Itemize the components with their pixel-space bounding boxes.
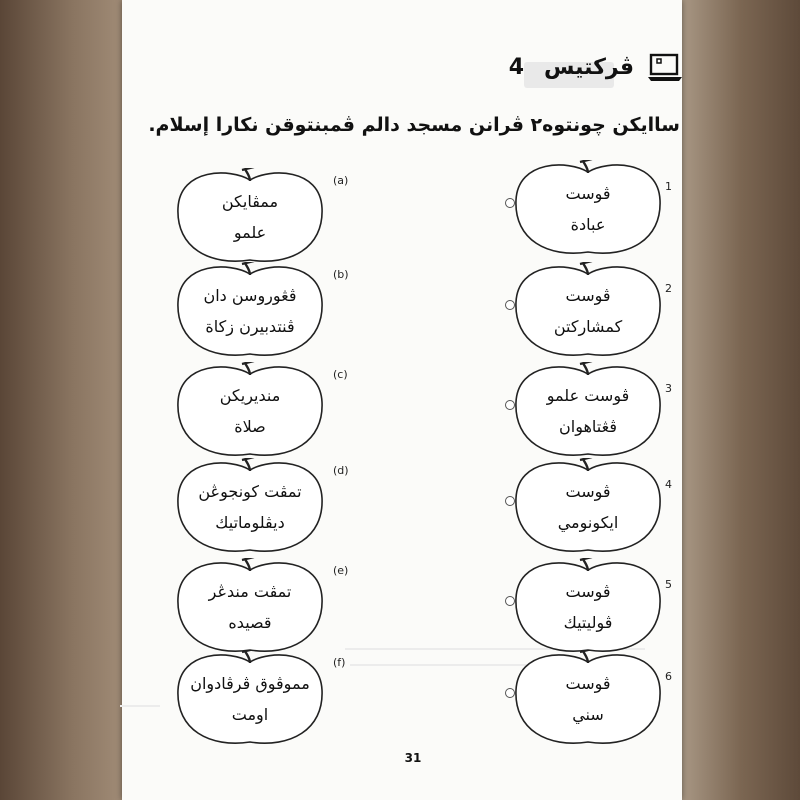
option-text xyxy=(170,280,330,342)
option-line-2: صلاة xyxy=(234,417,266,436)
option-letter: (e) xyxy=(333,564,349,577)
left-option-item[interactable] xyxy=(170,558,330,658)
instruction-text: ساايكن چونتوه٢ ڤرانن مسجد دالم ڤمبنتوقن نكارا إسلام. xyxy=(148,114,680,136)
connector-dot[interactable] xyxy=(505,198,515,208)
option-text xyxy=(170,668,330,730)
connector-dot[interactable] xyxy=(505,496,515,506)
right-option-item[interactable] xyxy=(508,160,668,260)
option-line-1: ڤوست xyxy=(565,286,611,305)
option-line-2: ڤنتدبيرن زكاة xyxy=(205,317,295,336)
left-option-item[interactable] xyxy=(170,168,330,268)
option-letter: (f) xyxy=(333,656,346,669)
option-line-1: ڤڠوروسن دان xyxy=(203,286,297,305)
option-text xyxy=(508,178,668,240)
connector-dot[interactable] xyxy=(505,300,515,310)
option-line-2: قصيده xyxy=(228,613,272,632)
option-line-2: ڤڠتاهوان xyxy=(559,417,617,436)
right-option-item[interactable] xyxy=(508,558,668,658)
option-line-1: ڤوست xyxy=(565,482,611,501)
option-line-1: ڤوست xyxy=(565,184,611,203)
option-line-1: ڤوست xyxy=(565,674,611,693)
item-number: 1 xyxy=(665,180,672,193)
page-number: 31 xyxy=(404,751,422,765)
right-option-item[interactable] xyxy=(508,650,668,750)
option-line-1: مموڤوق ڤرڤادوان xyxy=(190,674,310,693)
option-text xyxy=(508,476,668,538)
option-line-2: عبادة xyxy=(570,215,606,234)
left-option-item[interactable] xyxy=(170,262,330,362)
laptop-icon xyxy=(648,52,682,82)
option-text xyxy=(170,476,330,538)
connector-dot[interactable] xyxy=(505,596,515,606)
option-text xyxy=(508,280,668,342)
option-text xyxy=(170,186,330,248)
option-line-1: ممڤايكن xyxy=(221,192,279,211)
right-option-item[interactable] xyxy=(508,262,668,362)
option-letter: (d) xyxy=(333,464,349,477)
item-number: 6 xyxy=(665,670,672,683)
option-letter: (c) xyxy=(333,368,348,381)
right-option-item[interactable] xyxy=(508,458,668,558)
connector-dot[interactable] xyxy=(505,400,515,410)
background-right xyxy=(682,0,800,800)
exercise-number: 4 xyxy=(508,54,525,80)
option-line-2: سني xyxy=(572,705,604,724)
option-line-2: ڤوليتيك xyxy=(563,613,613,632)
option-line-1: ڤوست xyxy=(565,582,611,601)
option-line-2: اومت xyxy=(231,705,269,724)
option-letter: (a) xyxy=(333,174,349,187)
option-text xyxy=(170,380,330,442)
option-text xyxy=(508,668,668,730)
option-line-1: ڤوست علمو xyxy=(546,386,630,405)
option-line-2: ايكونومي xyxy=(557,513,619,532)
option-letter: (b) xyxy=(333,268,349,281)
left-option-item[interactable] xyxy=(170,458,330,558)
item-number: 5 xyxy=(665,578,672,591)
option-text xyxy=(170,576,330,638)
option-text xyxy=(508,380,668,442)
connector-dot[interactable] xyxy=(505,688,515,698)
item-number: 2 xyxy=(665,282,672,295)
exercise-header xyxy=(509,52,682,82)
option-line-2: كمشاركتن xyxy=(553,317,623,336)
option-text xyxy=(508,576,668,638)
left-option-item[interactable] xyxy=(170,362,330,462)
item-number: 3 xyxy=(665,382,672,395)
item-number: 4 xyxy=(665,478,672,491)
exercise-title: ڤركتيس xyxy=(544,54,634,80)
left-option-item[interactable] xyxy=(170,650,330,750)
background-left xyxy=(0,0,122,800)
option-line-1: منديريكن xyxy=(219,386,281,405)
right-option-item[interactable] xyxy=(508,362,668,462)
option-line-1: تمڤت كونجوڠن xyxy=(198,482,302,501)
option-line-2: ديڤلوماتيك xyxy=(215,513,285,532)
option-line-2: علمو xyxy=(233,223,267,242)
option-line-1: تمڤت مندڠر xyxy=(208,582,292,601)
